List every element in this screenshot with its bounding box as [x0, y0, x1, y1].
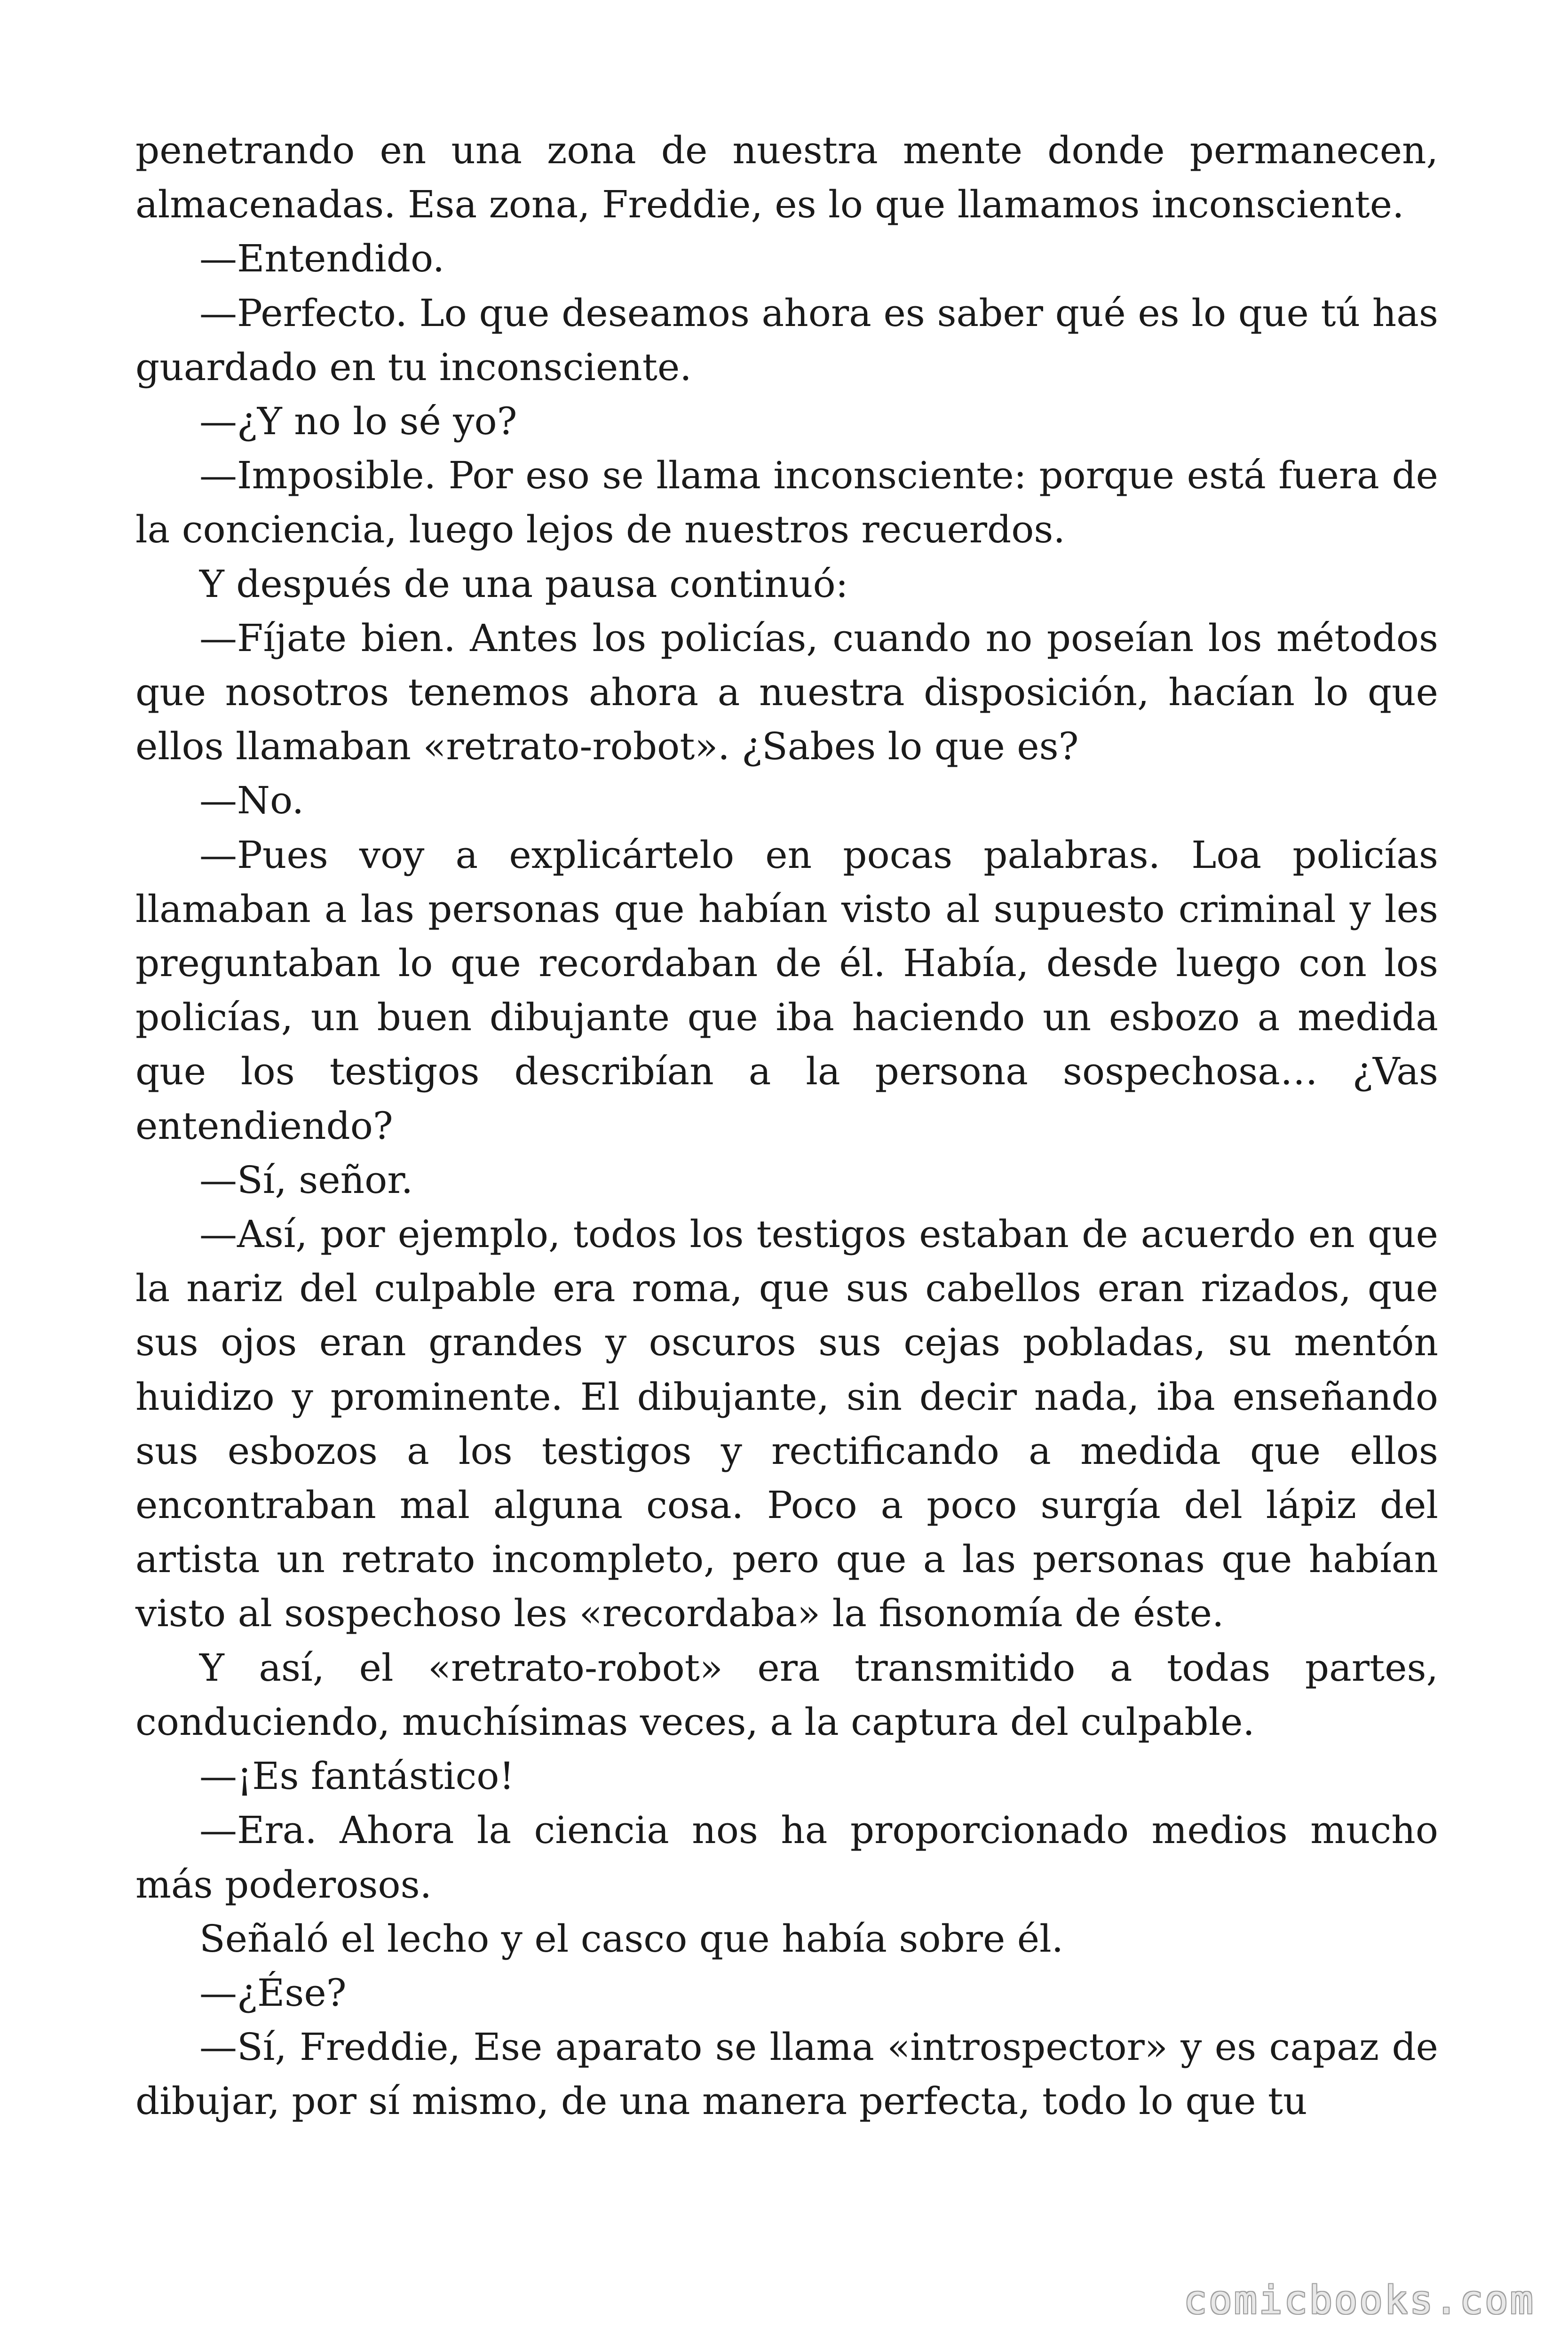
paragraph-5: —Imposible. Por eso se llama inconsciente: porque está fuera de la conciencia, luego lejos de nuestros recuerdos.	[135, 453, 1438, 552]
paragraph-11: —Así, por ejemplo, todos los testigos estaban de acuerdo en que la nariz del culpable era roma, que sus cabellos eran rizados, que sus ojos eran grandes y oscuros sus cejas pobladas, su mentón huidizo y prominente. El dibujante, sin decir nada, iba enseñando sus esbozos a los testigos y rectificando a medida que ellos encontraban mal alguna cosa. Poco a poco surgía del lápiz del artista un retrato incompleto, pero que a las personas que habían visto al sospechoso les «recordaba» la fisonomía de éste.	[135, 1212, 1438, 1636]
paragraph-1: penetrando en una zona de nuestra mente donde permanecen, almacenadas. Esa zona, Freddie, es lo que llamamos inconsciente.	[135, 128, 1438, 227]
body-text	[135, 123, 1438, 2129]
paragraph-9: —Pues voy a explicártelo en pocas palabras. Loa policías llamaban a las personas que habían visto al supuesto criminal y les preguntaban lo que recordaban de él. Había, desde luego con los policías, un buen dibujante que iba haciendo un esbozo a medida que los testigos describían a la persona sospechosa… ¿Vas entendiendo?	[135, 833, 1438, 1148]
paragraph-8: —No.	[199, 779, 304, 823]
paragraph-4: —¿Y no lo sé yo?	[199, 399, 517, 444]
paragraph-6: Y después de una pausa continuó:	[199, 562, 848, 606]
paragraph-15: Señaló el lecho y el casco que había sobre él.	[199, 1916, 1064, 1961]
paragraph-13: —¡Es fantástico!	[199, 1754, 515, 1798]
paragraph-3: —Perfecto. Lo que deseamos ahora es saber qué es lo que tú has guardado en tu inconsciente.	[135, 291, 1438, 389]
paragraph-17: —Sí, Freddie, Ese aparato se llama «introspector» y es capaz de dibujar, por sí mismo, de una manera perfecta, todo lo que tu	[135, 2025, 1438, 2123]
paragraph-12: Y así, el «retrato-robot» era transmitido a todas partes, conduciendo, muchísimas veces, a la captura del culpable.	[135, 1645, 1438, 1744]
watermark: comicbooks.com	[1183, 2278, 1535, 2323]
paragraph-14: —Era. Ahora la ciencia nos ha proporcionado medios mucho más poderosos.	[135, 1808, 1438, 1907]
paragraph-7: —Fíjate bien. Antes los policías, cuando no poseían los métodos que nosotros tenemos ahora a nuestra disposición, hacían lo que ellos llamaban «retrato-robot». ¿Sabes lo que es?	[135, 616, 1438, 769]
paragraph-10: —Sí, señor.	[199, 1158, 413, 1202]
paragraph-2: —Entendido.	[199, 237, 445, 281]
paragraph-16: —¿Ése?	[199, 1971, 347, 2015]
